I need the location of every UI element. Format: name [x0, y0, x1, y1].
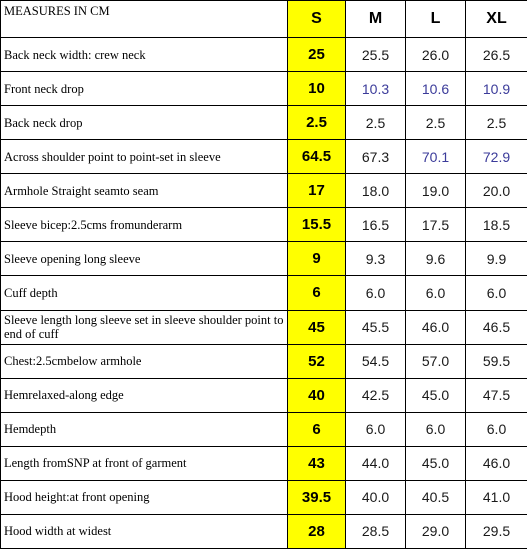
- size-l-value: 40.5: [406, 480, 466, 514]
- size-s-value: 6: [288, 276, 346, 310]
- size-xl-value: 2.5: [466, 106, 527, 140]
- size-m-value: 16.5: [346, 208, 406, 242]
- table-row: [1, 344, 527, 378]
- measurement-label: Length fromSNP at front of garment: [1, 446, 288, 480]
- size-xl-value: 46.5: [466, 310, 527, 344]
- measurement-label: Chest:2.5cmbelow armhole: [1, 344, 288, 378]
- size-s-value: 10: [288, 72, 346, 106]
- size-xl-value: 47.5: [466, 378, 527, 412]
- size-m-value: 6.0: [346, 276, 406, 310]
- size-l-value: 17.5: [406, 208, 466, 242]
- size-s-value: 28: [288, 514, 346, 548]
- table-row: [1, 72, 527, 106]
- size-m-value: 54.5: [346, 344, 406, 378]
- size-m-value: 44.0: [346, 446, 406, 480]
- size-header-l: L: [406, 1, 466, 38]
- size-s-value: 2.5: [288, 106, 346, 140]
- table-row: [1, 514, 527, 548]
- size-l-value: 45.0: [406, 446, 466, 480]
- table-row: [1, 310, 527, 344]
- size-m-value: 9.3: [346, 242, 406, 276]
- size-l-value: 2.5: [406, 106, 466, 140]
- size-l-value: 70.1: [406, 140, 466, 174]
- measurement-label: Front neck drop: [1, 72, 288, 106]
- size-l-value: 26.0: [406, 38, 466, 72]
- size-l-value: 57.0: [406, 344, 466, 378]
- size-xl-value: 6.0: [466, 276, 527, 310]
- measurement-label: Sleeve opening long sleeve: [1, 242, 288, 276]
- measurement-label: Armhole Straight seamto seam: [1, 174, 288, 208]
- size-s-value: 39.5: [288, 480, 346, 514]
- table-row: [1, 446, 527, 480]
- size-l-value: 29.0: [406, 514, 466, 548]
- measurement-label: Cuff depth: [1, 276, 288, 310]
- size-m-value: 28.5: [346, 514, 406, 548]
- size-xl-value: 41.0: [466, 480, 527, 514]
- table-row: [1, 38, 527, 72]
- measurement-label: Hemrelaxed-along edge: [1, 378, 288, 412]
- size-m-value: 18.0: [346, 174, 406, 208]
- size-xl-value: 10.9: [466, 72, 527, 106]
- size-xl-value: 29.5: [466, 514, 527, 548]
- size-s-value: 25: [288, 38, 346, 72]
- table-row: [1, 276, 527, 310]
- size-m-value: 40.0: [346, 480, 406, 514]
- measurement-label: Back neck width: crew neck: [1, 38, 288, 72]
- table-row: [1, 480, 527, 514]
- table-row: [1, 378, 527, 412]
- size-l-value: 46.0: [406, 310, 466, 344]
- header-row: [1, 1, 527, 38]
- size-l-value: 6.0: [406, 276, 466, 310]
- size-xl-value: 6.0: [466, 412, 527, 446]
- size-header-xl: XL: [466, 1, 527, 38]
- size-l-value: 10.6: [406, 72, 466, 106]
- size-l-value: 6.0: [406, 412, 466, 446]
- size-xl-value: 26.5: [466, 38, 527, 72]
- measurement-label: Across shoulder point to point-set in sleeve: [1, 140, 288, 174]
- table-row: [1, 412, 527, 446]
- size-xl-value: 59.5: [466, 344, 527, 378]
- size-s-value: 45: [288, 310, 346, 344]
- table-row: [1, 208, 527, 242]
- measurement-label: Hood height:at front opening: [1, 480, 288, 514]
- size-xl-value: 9.9: [466, 242, 527, 276]
- size-s-value: 64.5: [288, 140, 346, 174]
- size-m-value: 10.3: [346, 72, 406, 106]
- size-s-value: 52: [288, 344, 346, 378]
- size-m-value: 25.5: [346, 38, 406, 72]
- measurement-label: Hemdepth: [1, 412, 288, 446]
- measurement-label: Back neck drop: [1, 106, 288, 140]
- size-xl-value: 20.0: [466, 174, 527, 208]
- measurement-label: Sleeve length long sleeve set in sleeve shoulder point to end of cuff: [1, 310, 288, 344]
- size-l-value: 19.0: [406, 174, 466, 208]
- table-row: [1, 242, 527, 276]
- size-l-value: 9.6: [406, 242, 466, 276]
- size-m-value: 45.5: [346, 310, 406, 344]
- size-xl-value: 18.5: [466, 208, 527, 242]
- measures-header: MEASURES IN CM: [1, 1, 288, 38]
- size-m-value: 42.5: [346, 378, 406, 412]
- size-m-value: 6.0: [346, 412, 406, 446]
- size-l-value: 45.0: [406, 378, 466, 412]
- size-s-value: 6: [288, 412, 346, 446]
- size-xl-value: 46.0: [466, 446, 527, 480]
- size-header-m: M: [346, 1, 406, 38]
- table-body: [1, 38, 527, 549]
- table-row: [1, 174, 527, 208]
- size-s-value: 15.5: [288, 208, 346, 242]
- size-xl-value: 72.9: [466, 140, 527, 174]
- size-m-value: 2.5: [346, 106, 406, 140]
- table-row: [1, 106, 527, 140]
- size-s-value: 43: [288, 446, 346, 480]
- size-s-value: 17: [288, 174, 346, 208]
- size-s-value: 9: [288, 242, 346, 276]
- measurement-label: Sleeve bicep:2.5cms fromunderarm: [1, 208, 288, 242]
- size-s-value: 40: [288, 378, 346, 412]
- size-m-value: 67.3: [346, 140, 406, 174]
- table-row: [1, 140, 527, 174]
- size-header-s: S: [288, 1, 346, 38]
- measurement-label: Hood width at widest: [1, 514, 288, 548]
